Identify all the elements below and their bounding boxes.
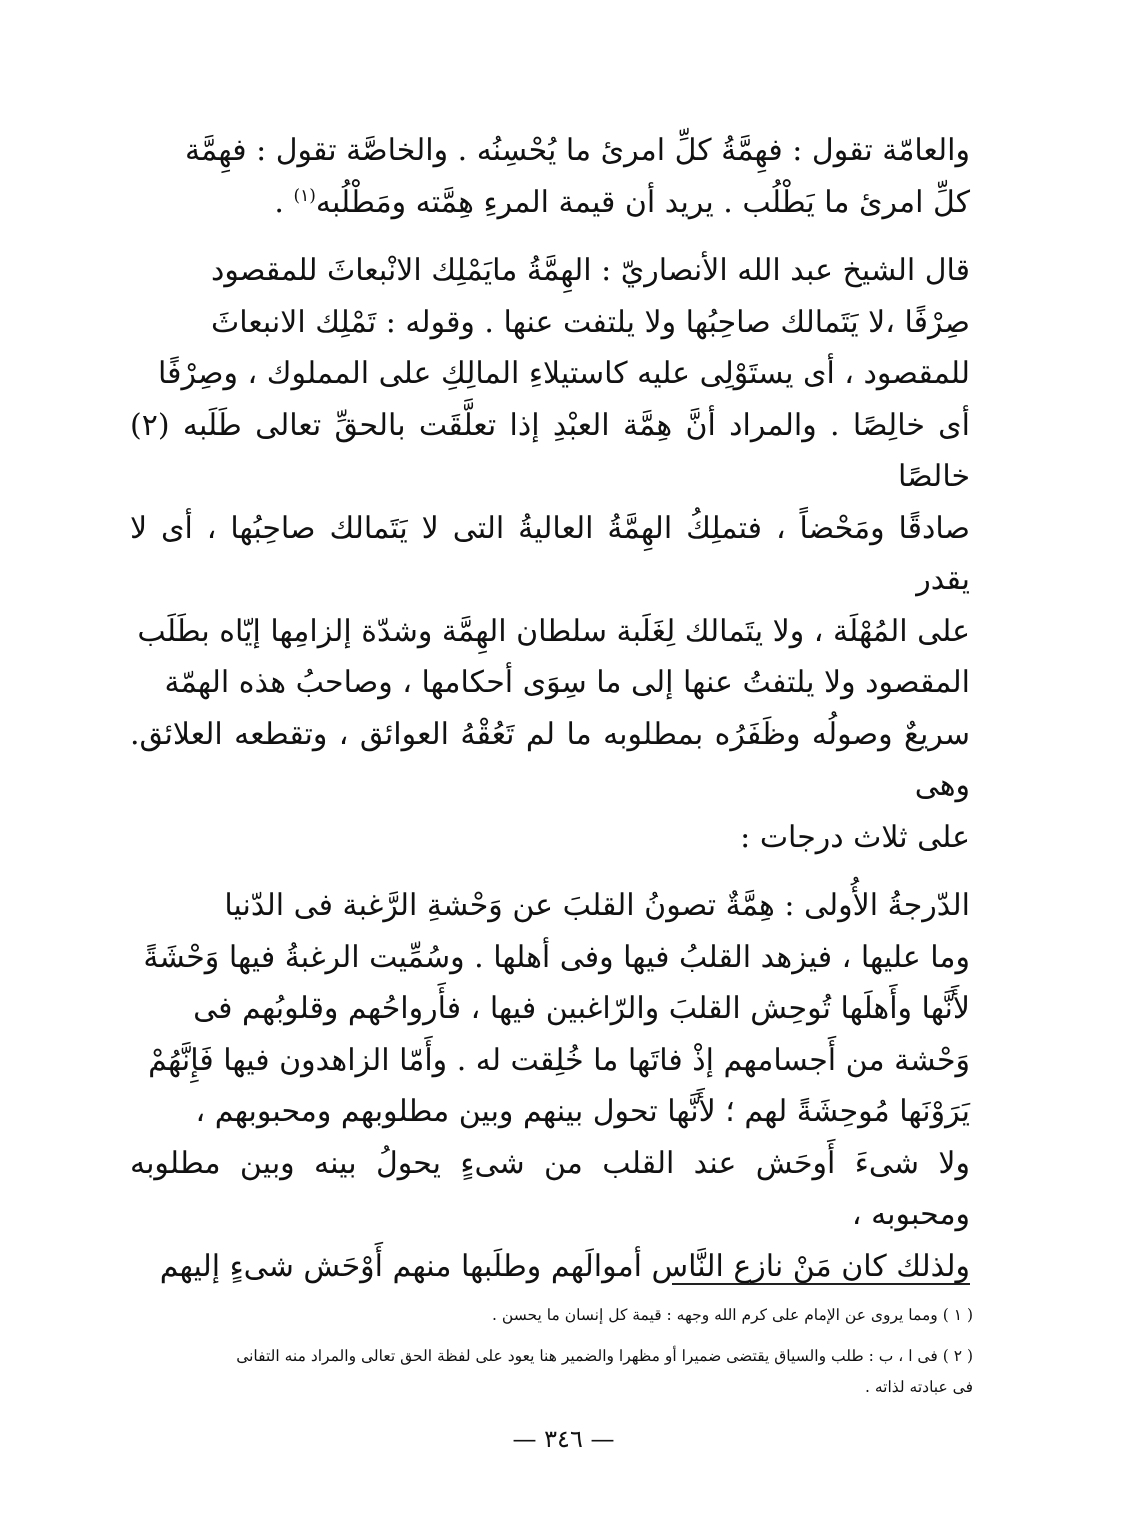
text-line-content: كلِّ امرئ ما يَطْلُب . يريد أن قيمة المرءِ هِمَّته ومَطْلُبه (315, 184, 970, 220)
paragraph-1 (130, 125, 970, 228)
text-line: صادقًا ومَحْضاً ، فتملِكُ الهِمَّةُ العاليةُ التى لا يَتَمالك صاحِبُها ، أى لا يقدر (130, 510, 970, 597)
text-line: وما عليها ، فيزهد القلبُ فيها وفى أهلها . وسُمِّيت الرغبةُ فيها وَحْشَةً (143, 939, 970, 975)
footnote-1 (125, 1300, 973, 1331)
footnote-text: فى ا ، ب : طلب والسياق يقتضى ضميرا أو مظهرا والضمير هنا يعود على لفظة الحق تعالى والمراد منه التفانى (236, 1347, 938, 1365)
text-line: ولا شىءَ أَوحَش عند القلب من شىءٍ يحولُ بينه وبين مطلوبه ومحبوبه ، (130, 1145, 970, 1232)
text-line: الدّرجةُ الأُولى : هِمَّةٌ تصونُ القلبَ عن وَحْشةِ الرَّغبة فى الدّنيا (224, 888, 970, 923)
footnote-2 (125, 1341, 973, 1403)
text-line: والعامّة تقول : فهِمَّةُ كلِّ امرئ ما يُحْسِنُه . والخاصَّة تقول : فهِمَّة (184, 133, 970, 168)
text-line (130, 177, 970, 229)
text-line: صِرْفًا ،لا يَتَمالك صاحِبُها ولا يلتفت عنها . وقوله : تَمْلِك الانبعاثَ (211, 304, 970, 340)
page-number: — ٣٤٦ — (512, 1425, 615, 1453)
text-line: المقصود ولا يلتفتُ عنها إلى ما سِوَى أحكامها ، وصاحبُ هذه الهمّة (164, 665, 970, 700)
text-line: يَرَوْنَها مُوحِشَةً لهم ؛ لأَنَّها تحول بينهم وبين مطلوبهم ومحبوبهم ، (195, 1094, 970, 1129)
text-line: سريعٌ وصولُه وظَفَرُه بمطلوبه ما لم تَعُقْهُ العوائق ، وتقطعه العلائق. وهى (130, 716, 970, 803)
text-line: لأَنَّها وأَهلَها تُوحِش القلبَ والرّاغبين فيها ، فأَرواحُهم وقلوبُهم فى (193, 991, 970, 1026)
text-line: للمقصود ، أى يستَوْلِى عليه كاستيلاءِ المالِكِ على المملوك ، وصِرْفًا (158, 356, 970, 391)
text-line: أى خالِصًا . والمراد أنَّ هِمَّة العبْدِ إذا تعلَّقَت بالحقِّ تعالى طَلَبه (٢) خالصًا (130, 407, 970, 494)
text-line-tail: . (274, 184, 294, 220)
footnote-number: ( ٢ ) (942, 1347, 973, 1365)
text-line: وَحْشة من أَجسامهم إذْ فاتَها ما خُلِقت له . وأَمّا الزاهدون فيها فَإِنَّهُمْ (148, 1042, 970, 1078)
text-line: ولذلك كان مَنْ نازع النَّاس أموالَهم وطلَبها منهم أَوْحَش شىءٍ إليهم (159, 1248, 970, 1284)
text-line: قال الشيخ عبد الله الأنصاريّ : الهِمَّةُ مايَمْلِك الانْبعاثَ للمقصود (211, 253, 970, 288)
paragraph-2 (130, 245, 970, 863)
footnote-marker-1[interactable]: (١) (293, 185, 316, 206)
paragraph-3 (130, 880, 970, 1292)
footnote-number: ( ١ ) (942, 1306, 973, 1324)
footnote-text-continuation: فى عبادته لذاته . (864, 1378, 973, 1396)
footnote-divider (672, 1283, 970, 1285)
footnote-text: ومما يروى عن الإمام على كرم الله وجهه : قيمة كل إنسان ما يحسن . (492, 1306, 938, 1324)
footnotes (125, 1300, 973, 1413)
main-text (130, 125, 970, 1309)
text-line: على ثلاث درجات : (740, 819, 970, 855)
text-line: على المُهْلَة ، ولا يتَمالك لِغَلَبة سلطان الهِمَّة وشدّة إلزامِها إيّاه بطَلَب (137, 613, 970, 649)
